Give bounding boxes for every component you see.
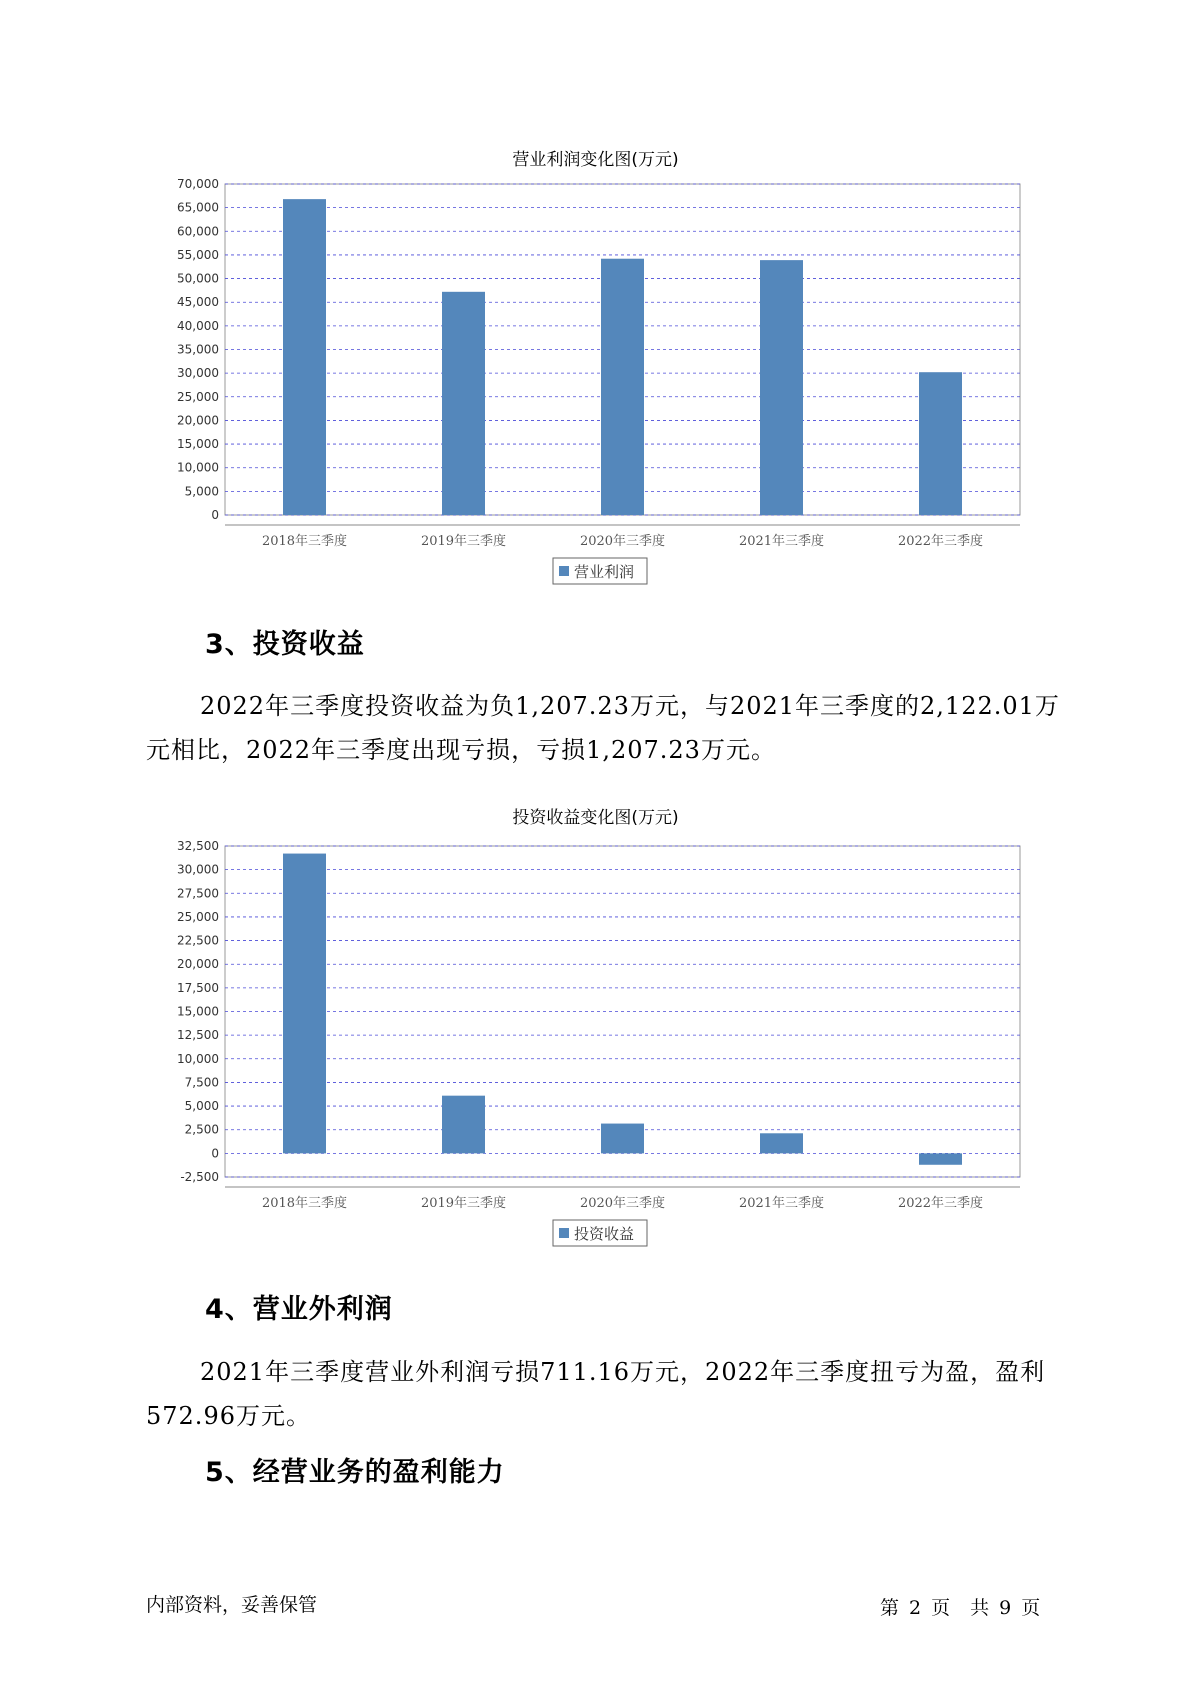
page-unit: 页 [931, 1597, 951, 1619]
legend-label: 营业利润 [574, 563, 635, 581]
chart-title-operating-profit: 营业利润变化图(万元) [512, 150, 679, 170]
x-tick-label: 2021年三季度 [738, 534, 825, 549]
y-tick-label: 65,000 [177, 200, 219, 215]
y-tick-label: 10,000 [177, 460, 219, 475]
y-tick-label: 20,000 [177, 413, 219, 428]
y-tick-label: 15,000 [177, 1004, 219, 1019]
x-tick-label: 2022年三季度 [897, 534, 984, 549]
x-tick-label: 2020年三季度 [579, 534, 666, 549]
y-tick-label: 25,000 [177, 909, 219, 924]
y-tick-label: 32,500 [177, 839, 219, 853]
y-tick-label: 30,000 [177, 862, 219, 877]
y-tick-label: 35,000 [177, 342, 219, 357]
bar [283, 199, 326, 515]
y-tick-label: 0 [211, 508, 219, 522]
total-unit: 页 [1021, 1597, 1041, 1619]
total-prefix: 共 [970, 1597, 990, 1619]
section-heading-business-profitability: 5、经营业务的盈利能力 [205, 1457, 505, 1488]
y-tick-label: 12,500 [177, 1028, 219, 1043]
investment-income-chart [0, 832, 1191, 1252]
x-tick-label: 2020年三季度 [579, 1196, 666, 1211]
y-tick-label: 7,500 [184, 1075, 219, 1090]
footer-page-info [880, 1593, 1050, 1620]
y-tick-label: 22,500 [177, 933, 219, 948]
bar [601, 259, 644, 515]
y-tick-label: 40,000 [177, 318, 219, 333]
x-tick-label: 2019年三季度 [420, 534, 507, 549]
chart-title-investment-income: 投资收益变化图(万元) [512, 808, 679, 828]
x-tick-label: 2019年三季度 [420, 1196, 507, 1211]
y-tick-label: 25,000 [177, 389, 219, 404]
x-tick-label: 2021年三季度 [738, 1196, 825, 1211]
x-tick-label: 2018年三季度 [261, 1196, 348, 1211]
y-tick-label: 27,500 [177, 886, 219, 901]
y-tick-label: 5,000 [184, 484, 219, 499]
y-tick-label: 60,000 [177, 224, 219, 239]
y-tick-label: 5,000 [184, 1099, 219, 1114]
bar [760, 260, 803, 515]
legend-swatch [559, 1228, 569, 1238]
y-tick-label: 17,500 [177, 980, 219, 995]
operating-profit-chart [0, 170, 1191, 590]
y-tick-label: 10,000 [177, 1051, 219, 1066]
bar [442, 1096, 485, 1154]
page-number: 2 [909, 1597, 922, 1619]
paragraph-non-operating-profit: 2021年三季度营业外利润亏损711.16万元，2022年三季度扭亏为盈，盈利572.96万元。 [146, 1358, 1046, 1430]
y-tick-label: -2,500 [180, 1170, 219, 1184]
y-tick-label: 70,000 [177, 177, 219, 191]
page-prefix: 第 [880, 1597, 900, 1619]
bar [442, 292, 485, 515]
paragraph-investment-income: 2022年三季度投资收益为负1,207.23万元，与2021年三季度的2,122.01万元相比，2022年三季度出现亏损，亏损1,207.23万元。 [146, 692, 1060, 764]
bar [919, 372, 962, 515]
x-tick-label: 2018年三季度 [261, 534, 348, 549]
section-heading-non-operating-profit: 4、营业外利润 [205, 1294, 393, 1325]
total-pages: 9 [999, 1597, 1012, 1619]
y-tick-label: 50,000 [177, 271, 219, 286]
bar [601, 1124, 644, 1154]
y-tick-label: 15,000 [177, 437, 219, 452]
footer-confidential-note: 内部资料，妥善保管 [146, 1594, 318, 1616]
y-tick-label: 2,500 [184, 1122, 219, 1137]
y-tick-label: 0 [211, 1146, 219, 1161]
y-tick-label: 55,000 [177, 247, 219, 262]
y-tick-label: 30,000 [177, 366, 219, 381]
y-tick-label: 45,000 [177, 295, 219, 310]
x-tick-label: 2022年三季度 [897, 1196, 984, 1211]
bar [283, 854, 326, 1154]
bar [919, 1153, 962, 1164]
legend-swatch [559, 566, 569, 576]
y-tick-label: 20,000 [177, 957, 219, 972]
section-heading-investment-income: 3、投资收益 [205, 629, 365, 660]
legend-label: 投资收益 [574, 1225, 635, 1243]
bar [760, 1133, 803, 1153]
